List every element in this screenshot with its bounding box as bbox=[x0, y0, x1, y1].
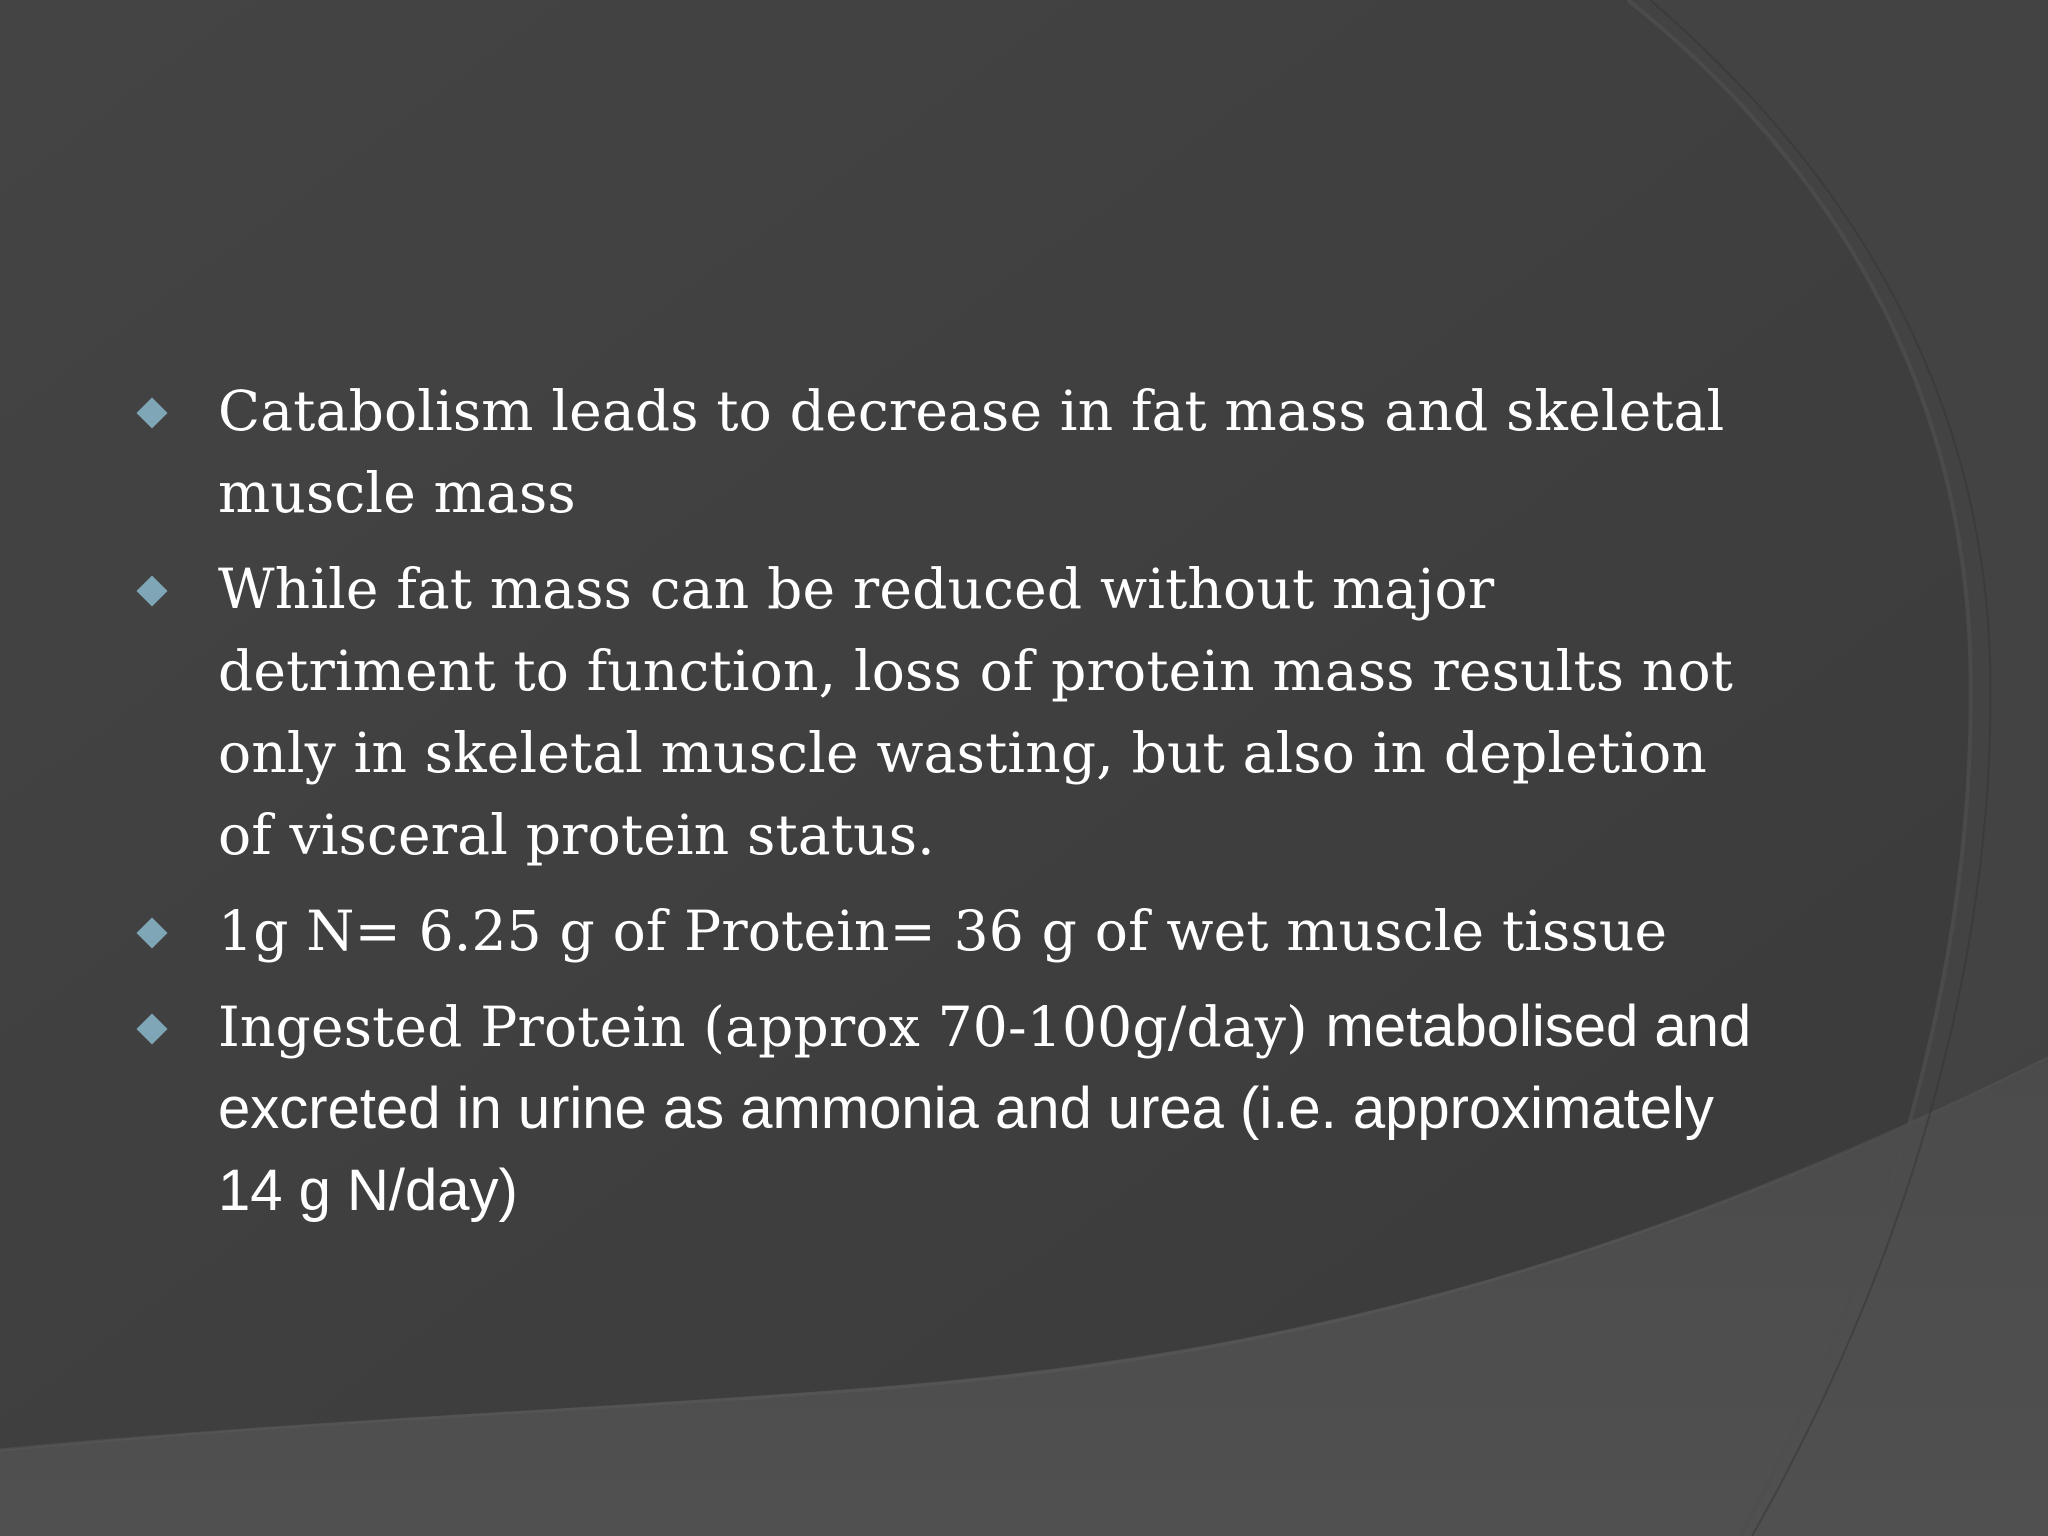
bullet-text-1: Catabolism leads to decrease in fat mass and skeletal muscle mass bbox=[218, 379, 1725, 525]
bullet-text-4-serif: Ingested Protein (approx 70-100g/day) bbox=[218, 995, 1326, 1059]
diamond-bullet-icon bbox=[136, 917, 167, 948]
diamond-bullet-icon bbox=[136, 1013, 167, 1044]
bullet-item-1 bbox=[135, 370, 1775, 534]
bullet-text-4-sans: metabolised and excreted in urine as ammonia and urea (i.e. approximately 14 g N/day) bbox=[218, 994, 1752, 1223]
bullet-text-4 bbox=[218, 986, 1775, 1232]
bullet-list bbox=[135, 370, 1775, 1246]
bullet-item-4 bbox=[135, 986, 1775, 1232]
bullet-item-3 bbox=[135, 890, 1775, 972]
diamond-bullet-icon bbox=[136, 397, 167, 428]
bullet-text-3: 1g N= 6.25 g of Protein= 36 g of wet muscle tissue bbox=[218, 899, 1668, 963]
bullet-text-2: While fat mass can be reduced without major detriment to function, loss of protein mass results not only in skeletal muscle wasting, but also in depletion of visceral protein status. bbox=[218, 557, 1734, 867]
bullet-item-2 bbox=[135, 548, 1775, 876]
diamond-bullet-icon bbox=[136, 575, 167, 606]
